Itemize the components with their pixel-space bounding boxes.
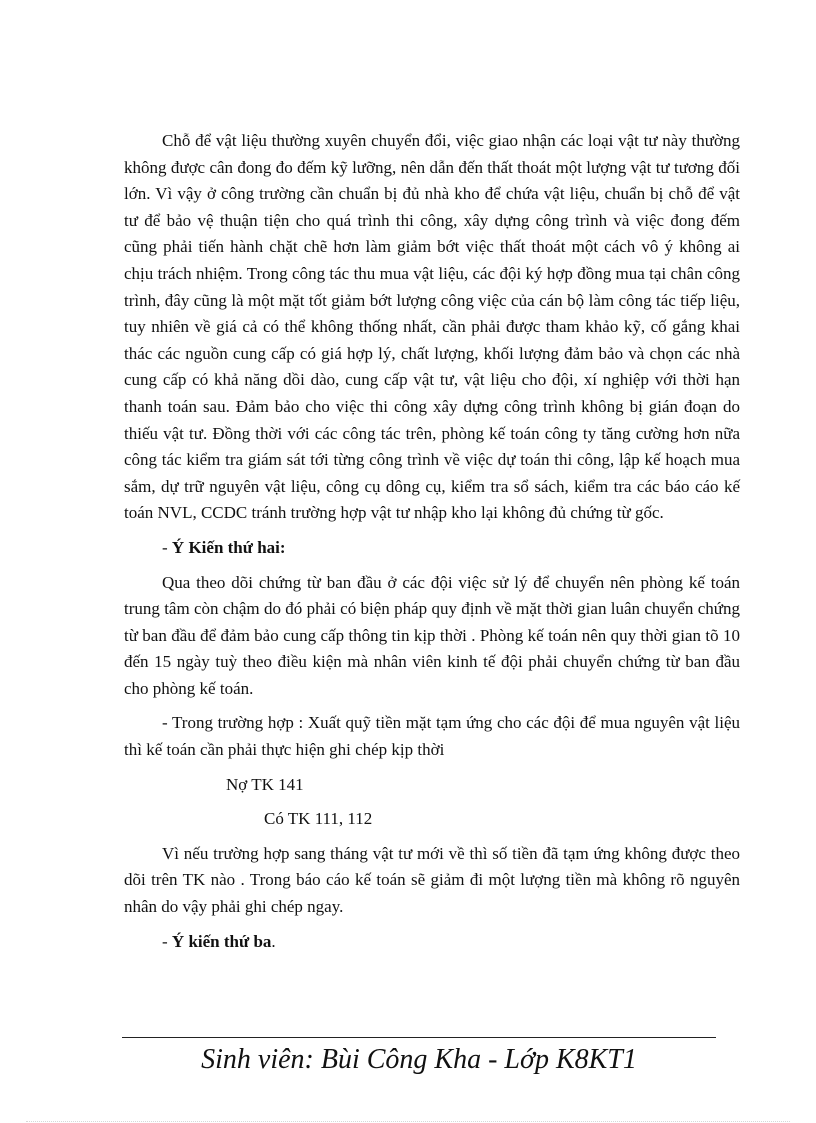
paragraph-advance-tracking: Vì nếu trường hợp sang tháng vật tư mới về thì số tiền đã tạm ứng không được theo dõi trên TK nào . Trong báo cáo kế toán sẽ giảm đi một lượng tiền mà không rõ nguyên nhân do vậy phải ghi chép ngay.: [124, 843, 740, 917]
heading-third-opinion-text: Ý kiến thứ ba: [171, 931, 272, 951]
heading-dash: -: [162, 931, 172, 951]
page-bottom-edge: [26, 1121, 790, 1122]
heading-second-opinion-text: Ý Kiến thứ hai:: [171, 537, 286, 557]
footer-student-line: Sinh viên: Bùi Công Kha - Lớp K8KT1: [201, 1044, 637, 1075]
heading-dash: -: [162, 537, 172, 557]
paragraph-material-storage: Chỗ để vật liệu thường xuyên chuyển đổi, việc giao nhận các loại vật tư này thường không được cân đong đo đếm kỹ lưỡng, nên dẫn đến thất thoát một lượng vật tư tương đối lớn. Vì vậy ở công trường cần chuẩn bị đủ nhà kho để chứa vật liệu, chuẩn bị chỗ để vật tư để bảo vệ thuận tiện cho quá trình thi công, xây dựng công trình và việc đong đếm cũng phải tiến hành chặt chẽ hơn làm giảm bớt việc thất thoát một cách vô ý không ai chịu trách nhiệm. Trong công tác thu mua vật liệu, các đội ký hợp đồng mua tại chân công trình, đây cũng là một mặt tốt giảm bớt lượng công việc của cán bộ làm công tác tiếp liệu, tuy nhiên về giá cả có thể không thống nhất, cần phải được tham khảo kỹ, cố gắng khai thác các nguồn cung cấp có giá hợp lý, chất lượng, khối lượng đảm bảo và chọn các nhà cung cấp có khả năng dồi dào, cung cấp vật tư, vật liệu cho đội, xí nghiệp với thời hạn thanh toán sau. Đảm bảo cho việc thi công xây dựng công trình không bị gián đoạn do thiếu vật tư. Đồng thời với các công tác trên, phòng kế toán công ty tăng cường hơn nữa công tác kiểm tra giám sát tới từng công trình về việc dự toán thi công, lập kế hoạch mua sắm, dự trữ nguyên vật liệu, công cụ dông cụ, kiểm tra sổ sách, kiểm tra các báo cáo kế toán NVL, CCDC tránh trường hợp vật tư nhập kho lại không đủ chứng từ gốc.: [124, 131, 740, 523]
heading-period: .: [271, 931, 276, 951]
paragraph-document-circulation: Qua theo dõi chứng từ ban đầu ở các đội việc sử lý để chuyển nên phòng kế toán trung tâm còn chậm do đó phải có biện pháp quy định về mặt thời gian luân chuyển chứng từ ban đầu để đảm bảo cung cấp thông tin kịp thời . Phòng kế toán nên quy thời gian tõ 10 đến 15 ngày tuỳ theo điều kiện mà nhân viên kinh tế đội phải chuyển chứng từ ban đầu cho phòng kế toán.: [124, 572, 740, 698]
journal-entry-credit: Có TK 111, 112: [264, 809, 373, 829]
heading-second-opinion: [124, 535, 740, 562]
document-body: [124, 128, 740, 955]
journal-entry-debit: Nợ TK 141: [226, 774, 304, 794]
footer-divider: [122, 1037, 716, 1038]
paragraph-cash-advance: - Trong trường hợp : Xuất quỹ tiền mặt tạm ứng cho các đội để mua nguyên vật liệu thì kế toán cần phải thực hiện ghi chép kịp thời: [124, 713, 740, 760]
heading-third-opinion: [124, 929, 740, 956]
